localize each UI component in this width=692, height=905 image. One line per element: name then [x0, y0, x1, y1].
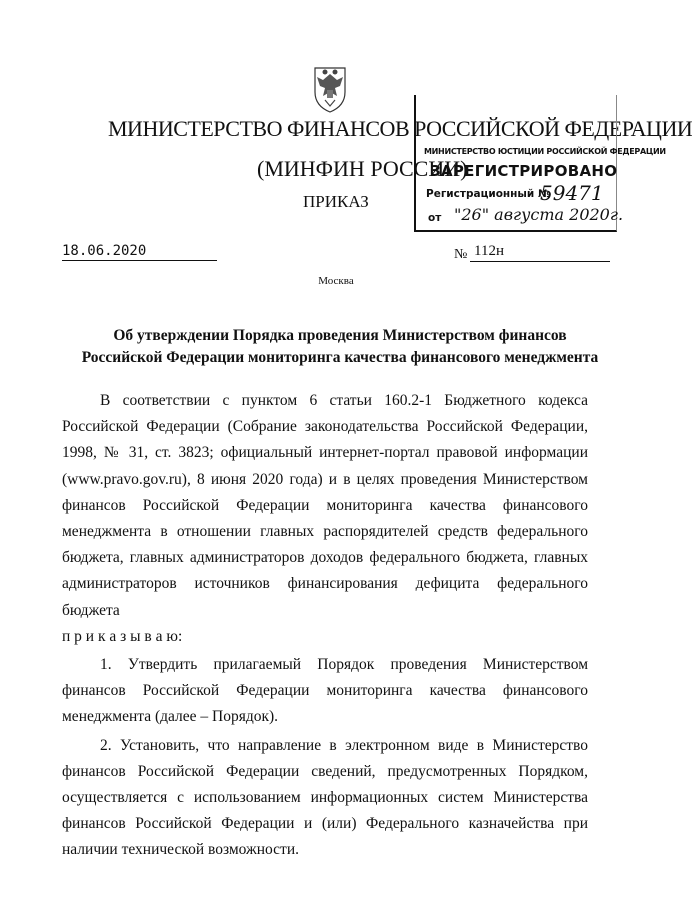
preamble-paragraph: В соответствии с пунктом 6 статьи 160.2-1 Бюджетного кодекса Российской Федерации (Собрание законодательства Российской Федерации, 1998, № 31, ст. 3823; официальный интернет-портал правовой информации (www.pravo.gov.ru), 8 июня 2020 года) и в целях проведения Министерством финансов Российской Федерации мониторинга качества финансового менеджмента в отношении главных распорядителей средств федерального бюджета, главных администраторов доходов федерального бюджета, главных администраторов источников финансирования дефицита федерального бюджета — [62, 392, 588, 619]
stamp-registered: ЗАРЕГИСТРИРОВАНО — [430, 162, 618, 180]
stamp-authority: МИНИСТЕРСТВО ЮСТИЦИИ РОССИЙСКОЙ ФЕДЕРАЦИИ — [424, 147, 666, 156]
order-date: 18.06.2020 — [62, 243, 217, 261]
ministry-short-name: (МИНФИН РОССИИ) — [257, 156, 468, 181]
document-body — [62, 388, 588, 864]
ministry-name: МИНИСТЕРСТВО ФИНАНСОВ РОССИЙСКОЙ ФЕДЕРАЦИИ — [108, 116, 692, 141]
stamp-date-label: от — [428, 212, 442, 224]
command-word: п р и к а з ы в а ю: — [62, 627, 183, 645]
stamp-reg-label: Регистрационный № — [426, 188, 551, 200]
coat-of-arms-icon — [307, 62, 353, 114]
clause-2: 2. Установить, что направление в электронном виде в Министерство финансов Российской Федерации сведений, предусмотренных Порядком, осуществляется с использованием информационных систем Министерства финансов Российской Федерации и (или) Федерального казначейства при наличии технической возможности. — [62, 736, 588, 859]
document-title — [40, 325, 640, 369]
clause-1: 1. Утвердить прилагаемый Порядок проведения Министерством финансов Российской Федерации мониторинга качества финансового менеджмента (далее – Порядок). — [62, 656, 588, 726]
document-type: ПРИКАЗ — [303, 192, 369, 211]
title-line-1: Об утверждении Порядка проведения Министерством финансов — [113, 327, 567, 344]
registration-stamp — [414, 95, 666, 232]
stamp-reg-number: 59471 — [540, 181, 604, 205]
order-number: 112н — [470, 243, 610, 262]
city: Москва — [318, 275, 354, 287]
number-sign: № — [454, 247, 468, 262]
title-line-2: Российской Федерации мониторинга качества финансового менеджмента — [81, 349, 599, 366]
stamp-date-value: "26" августа 2020г. — [454, 205, 624, 224]
